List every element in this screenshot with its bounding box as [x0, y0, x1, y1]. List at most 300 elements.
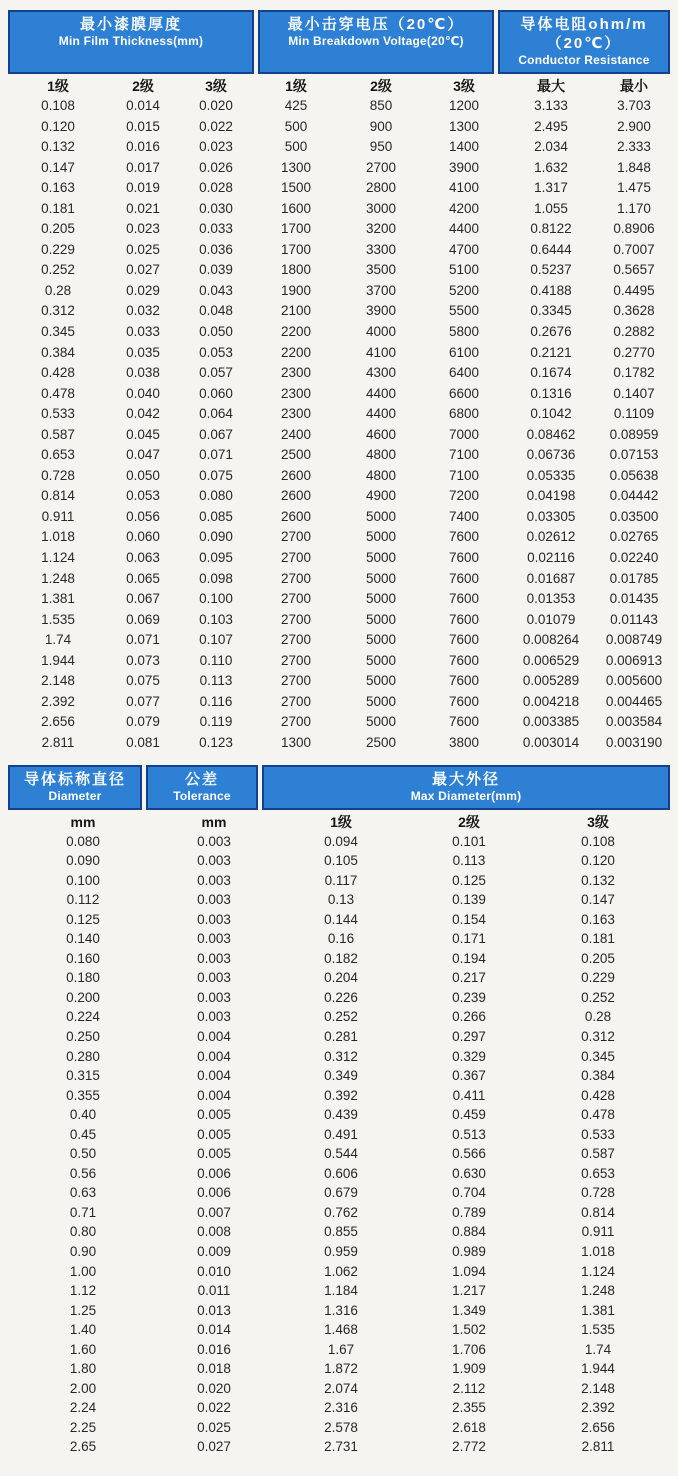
- cell-value: 0.163: [581, 911, 615, 927]
- table-row: [8, 507, 670, 528]
- cell-value: 0.048: [199, 303, 233, 319]
- cell-value: 0.45: [69, 1126, 97, 1142]
- table-row: [8, 832, 670, 852]
- cell-value: 0.015: [126, 118, 160, 134]
- table-row: [8, 733, 670, 754]
- cell-value: 0.004: [197, 1048, 231, 1064]
- column-header: mm: [201, 813, 227, 830]
- header-conductor-resistance: [498, 10, 670, 74]
- cell-value: 0.043: [199, 282, 233, 298]
- cell-value: 0.057: [199, 365, 233, 381]
- cell-value: 7600: [448, 673, 480, 689]
- cell-value: 2500: [280, 447, 312, 463]
- table-row: [8, 343, 670, 364]
- cell-value: 0.094: [324, 833, 358, 849]
- table-row: [8, 425, 670, 446]
- cell-value: 0.02765: [609, 529, 659, 545]
- cell-value: 0.312: [581, 1028, 615, 1044]
- cell-value: 1.12: [69, 1283, 97, 1299]
- cell-value: 2.656: [41, 714, 75, 730]
- table-row: [8, 1086, 670, 1106]
- cell-value: 1.40: [69, 1322, 97, 1338]
- cell-value: 1.909: [452, 1361, 486, 1377]
- cell-value: 0.03305: [526, 508, 576, 524]
- cell-value: 0.117: [324, 872, 358, 888]
- column-header: 1级: [285, 78, 307, 94]
- cell-value: 1800: [280, 262, 312, 278]
- table2-header: [8, 765, 670, 810]
- table-row: [8, 1281, 670, 1301]
- table-row: [8, 96, 670, 117]
- film-voltage-resistance-table: [8, 10, 670, 754]
- cell-value: 0.6444: [530, 241, 572, 257]
- cell-value: 0.004218: [522, 693, 580, 709]
- cell-value: 0.075: [199, 467, 233, 483]
- cell-value: 2.900: [617, 118, 651, 134]
- column-header: 3级: [587, 813, 609, 830]
- table-row: [8, 117, 670, 138]
- cell-value: 0.2676: [530, 324, 572, 340]
- cell-value: 5100: [448, 262, 480, 278]
- cell-value: 5000: [365, 570, 397, 586]
- cell-value: 0.762: [324, 1204, 358, 1220]
- cell-value: 0.04442: [609, 488, 659, 504]
- cell-value: 0.005600: [605, 673, 663, 689]
- table-row: [8, 610, 670, 631]
- cell-value: 0.2770: [613, 344, 655, 360]
- cell-value: 0.204: [324, 970, 358, 986]
- cell-value: 0.101: [452, 833, 486, 849]
- cell-value: 0.132: [581, 872, 615, 888]
- cell-value: 1700: [280, 221, 312, 237]
- cell-value: 2500: [365, 734, 397, 750]
- cell-value: 2200: [280, 324, 312, 340]
- cell-value: 0.016: [197, 1341, 231, 1357]
- table-row: [8, 219, 670, 240]
- header-zh: 公差: [184, 770, 219, 788]
- cell-value: 0.03500: [609, 508, 659, 524]
- cell-value: 0.239: [452, 989, 486, 1005]
- cell-value: 0.147: [41, 159, 75, 175]
- table-row: [8, 322, 670, 343]
- table-row: [8, 1242, 670, 1262]
- cell-value: 0.205: [581, 950, 615, 966]
- cell-value: 0.003: [197, 872, 231, 888]
- cell-value: 0.280: [66, 1048, 100, 1064]
- header-en: Conductor Resistance: [518, 53, 650, 67]
- cell-value: 0.217: [452, 970, 486, 986]
- cell-value: 0.033: [126, 324, 160, 340]
- cell-value: 1.944: [581, 1361, 615, 1377]
- cell-value: 1.706: [452, 1341, 486, 1357]
- cell-value: 0.003385: [522, 714, 580, 730]
- table-row: [8, 445, 670, 466]
- cell-value: 4800: [365, 467, 397, 483]
- cell-value: 1.217: [452, 1283, 486, 1299]
- table-row: [8, 890, 670, 910]
- cell-value: 0.01079: [526, 611, 576, 627]
- cell-value: 0.006: [197, 1165, 231, 1181]
- cell-value: 0.02612: [526, 529, 576, 545]
- cell-value: 2700: [280, 529, 312, 545]
- cell-value: 0.071: [126, 632, 160, 648]
- cell-value: 2600: [280, 488, 312, 504]
- cell-value: 0.355: [66, 1087, 100, 1103]
- table-row: [8, 1320, 670, 1340]
- cell-value: 0.63: [69, 1185, 97, 1201]
- cell-value: 0.004: [197, 1087, 231, 1103]
- table-row: [8, 851, 670, 871]
- cell-value: 2300: [280, 365, 312, 381]
- cell-value: 0.011: [197, 1283, 231, 1299]
- table-row: [8, 1418, 670, 1438]
- cell-value: 0.297: [452, 1028, 486, 1044]
- cell-value: 0.079: [126, 714, 160, 730]
- cell-value: 0.100: [199, 591, 233, 607]
- cell-value: 0.020: [199, 98, 233, 113]
- cell-value: 7000: [448, 426, 480, 442]
- table-row: [8, 1340, 670, 1360]
- table-row: [8, 240, 670, 261]
- cell-value: 1.74: [584, 1341, 612, 1357]
- cell-value: 5000: [365, 693, 397, 709]
- cell-value: 3700: [365, 282, 397, 298]
- cell-value: 2800: [365, 180, 397, 196]
- header-en: Min Film Thickness(mm): [58, 34, 204, 48]
- cell-value: 0.40: [69, 1107, 97, 1123]
- cell-value: 1.502: [452, 1322, 486, 1338]
- cell-value: 0.040: [126, 385, 160, 401]
- cell-value: 0.728: [581, 1185, 615, 1201]
- cell-value: 0.2882: [613, 324, 655, 340]
- cell-value: 0.329: [452, 1048, 486, 1064]
- table-row: [8, 988, 670, 1008]
- cell-value: 0.154: [452, 911, 486, 927]
- cell-value: 0.016: [126, 139, 160, 155]
- cell-value: 0.006: [197, 1185, 231, 1201]
- table-row: [8, 1379, 670, 1399]
- cell-value: 0.180: [66, 970, 100, 986]
- column-header: 2级: [458, 813, 480, 830]
- table-row: [8, 1066, 670, 1086]
- cell-value: 0.544: [324, 1146, 358, 1162]
- cell-value: 1.60: [69, 1341, 97, 1357]
- cell-value: 0.025: [126, 241, 160, 257]
- cell-value: 3.133: [534, 98, 568, 113]
- cell-value: 5000: [365, 550, 397, 566]
- cell-value: 7600: [448, 632, 480, 648]
- cell-value: 0.182: [324, 950, 358, 966]
- cell-value: 2700: [365, 159, 397, 175]
- cell-value: 0.125: [452, 872, 486, 888]
- cell-value: 0.814: [41, 488, 75, 504]
- cell-value: 0.021: [126, 200, 160, 216]
- column-header: 3级: [205, 78, 227, 94]
- cell-value: 4100: [365, 344, 397, 360]
- cell-value: 3.703: [617, 98, 651, 113]
- table-row: [8, 1183, 670, 1203]
- cell-value: 5000: [365, 611, 397, 627]
- cell-value: 0.025: [197, 1419, 231, 1435]
- cell-value: 1.944: [41, 652, 75, 668]
- cell-value: 0.125: [66, 911, 100, 927]
- column-header: 3级: [453, 78, 475, 94]
- cell-value: 0.01687: [526, 570, 576, 586]
- column-header: 1级: [47, 78, 69, 94]
- cell-value: 0.013: [197, 1302, 231, 1318]
- cell-value: 0.098: [199, 570, 233, 586]
- cell-value: 7400: [448, 508, 480, 524]
- cell-value: 1900: [280, 282, 312, 298]
- cell-value: 0.039: [199, 262, 233, 278]
- cell-value: 1300: [280, 734, 312, 750]
- cell-value: 1300: [448, 118, 480, 134]
- cell-value: 0.252: [324, 1009, 358, 1025]
- cell-value: 1400: [448, 139, 480, 155]
- cell-value: 0.200: [66, 989, 100, 1005]
- cell-value: 0.050: [126, 467, 160, 483]
- cell-value: 1200: [448, 98, 480, 113]
- cell-value: 0.071: [199, 447, 233, 463]
- table-row: [8, 1007, 670, 1027]
- header-min-film-thickness: [8, 10, 254, 74]
- cell-value: 0.047: [126, 447, 160, 463]
- table-row: [8, 466, 670, 487]
- cell-value: 5000: [365, 673, 397, 689]
- cell-value: 1700: [280, 241, 312, 257]
- cell-value: 0.139: [452, 892, 486, 908]
- cell-value: 0.989: [452, 1243, 486, 1259]
- cell-value: 950: [369, 139, 393, 155]
- cell-value: 2.392: [581, 1400, 615, 1416]
- table-row: [8, 630, 670, 651]
- cell-value: 7600: [448, 529, 480, 545]
- table-row: [8, 651, 670, 672]
- cell-value: 2300: [280, 406, 312, 422]
- cell-value: 0.003: [197, 833, 231, 849]
- cell-value: 1.632: [534, 159, 568, 175]
- table-row: [8, 1047, 670, 1067]
- cell-value: 0.181: [581, 931, 615, 947]
- table-row: [8, 692, 670, 713]
- column-header: 2级: [132, 78, 154, 94]
- cell-value: 0.005: [197, 1146, 231, 1162]
- cell-value: 0.003: [197, 1009, 231, 1025]
- table-row: [8, 968, 670, 988]
- cell-value: 0.107: [199, 632, 233, 648]
- cell-value: 2.355: [452, 1400, 486, 1416]
- cell-value: 2.731: [324, 1439, 358, 1455]
- column-header: 1级: [330, 813, 352, 830]
- cell-value: 1.018: [41, 529, 75, 545]
- cell-value: 1.00: [69, 1263, 97, 1279]
- cell-value: 0.003: [197, 970, 231, 986]
- cell-value: 0.3628: [613, 303, 655, 319]
- cell-value: 0.4495: [613, 282, 655, 298]
- cell-value: 0.384: [41, 344, 75, 360]
- table1-header: [8, 10, 670, 74]
- cell-value: 4400: [365, 385, 397, 401]
- cell-value: 0.349: [324, 1068, 358, 1084]
- cell-value: 0.105: [324, 853, 358, 869]
- cell-value: 0.884: [452, 1224, 486, 1240]
- cell-value: 3800: [448, 734, 480, 750]
- cell-value: 0.459: [452, 1107, 486, 1123]
- cell-value: 1.248: [581, 1283, 615, 1299]
- cell-value: 4900: [365, 488, 397, 504]
- cell-value: 0.003: [197, 892, 231, 908]
- cell-value: 0.911: [41, 508, 75, 524]
- table-row: [8, 158, 670, 179]
- cell-value: 0.023: [199, 139, 233, 155]
- cell-value: 2.65: [69, 1439, 97, 1455]
- cell-value: 1.67: [327, 1341, 355, 1357]
- cell-value: 0.003: [197, 911, 231, 927]
- cell-value: 0.003: [197, 931, 231, 947]
- cell-value: 0.56: [69, 1165, 97, 1181]
- cell-value: 0.02116: [527, 550, 575, 566]
- cell-value: 0.04198: [526, 488, 576, 504]
- cell-value: 0.533: [581, 1126, 615, 1142]
- cell-value: 0.16: [327, 931, 355, 947]
- cell-value: 500: [284, 118, 308, 134]
- cell-value: 0.392: [324, 1087, 358, 1103]
- cell-value: 2.772: [452, 1439, 486, 1455]
- cell-value: 5000: [365, 714, 397, 730]
- cell-value: 0.01353: [526, 591, 576, 607]
- column-header: mm: [70, 813, 96, 830]
- cell-value: 0.345: [581, 1048, 615, 1064]
- cell-value: 2.811: [581, 1439, 615, 1455]
- cell-value: 0.018: [197, 1361, 231, 1377]
- cell-value: 2700: [280, 652, 312, 668]
- cell-value: 1.124: [41, 550, 75, 566]
- cell-value: 4400: [365, 406, 397, 422]
- cell-value: 2.00: [69, 1380, 97, 1396]
- cell-value: 0.1109: [613, 406, 655, 422]
- cell-value: 0.08959: [609, 426, 659, 442]
- cell-value: 1.848: [617, 159, 651, 175]
- table-row: [8, 1359, 670, 1379]
- cell-value: 0.28: [584, 1009, 612, 1025]
- cell-value: 0.119: [199, 714, 233, 730]
- table-row: [8, 1222, 670, 1242]
- table-row: [8, 671, 670, 692]
- cell-value: 0.005289: [522, 673, 580, 689]
- cell-value: 0.02240: [609, 550, 659, 566]
- cell-value: 0.653: [41, 447, 75, 463]
- cell-value: 7600: [448, 570, 480, 586]
- cell-value: 5000: [365, 632, 397, 648]
- cell-value: 0.07153: [609, 447, 659, 463]
- table-row: [8, 569, 670, 590]
- cell-value: 425: [284, 98, 308, 113]
- cell-value: 2700: [280, 693, 312, 709]
- cell-value: 0.911: [581, 1224, 615, 1240]
- cell-value: 0.010: [197, 1263, 231, 1279]
- cell-value: 0.140: [66, 931, 100, 947]
- cell-value: 0.004: [197, 1028, 231, 1044]
- cell-value: 2.24: [69, 1400, 97, 1416]
- cell-value: 0.1674: [530, 365, 572, 381]
- cell-value: 0.4188: [530, 282, 572, 298]
- table-row: [8, 1144, 670, 1164]
- cell-value: 1300: [280, 159, 312, 175]
- cell-value: 7100: [448, 467, 480, 483]
- cell-value: 2200: [280, 344, 312, 360]
- cell-value: 0.030: [199, 200, 233, 216]
- header-en: Tolerance: [173, 788, 231, 803]
- cell-value: 0.008749: [605, 632, 663, 648]
- cell-value: 0.003: [197, 989, 231, 1005]
- cell-value: 1.055: [534, 200, 568, 216]
- cell-value: 0.679: [324, 1185, 358, 1201]
- cell-value: 0.163: [41, 180, 75, 196]
- cell-value: 0.1407: [613, 385, 655, 401]
- cell-value: 7600: [448, 591, 480, 607]
- cell-value: 0.038: [126, 365, 160, 381]
- cell-value: 0.023: [126, 221, 160, 237]
- cell-value: 1.170: [617, 200, 651, 216]
- cell-value: 0.01435: [609, 591, 659, 607]
- cell-value: 0.069: [126, 611, 160, 627]
- cell-value: 2.316: [324, 1400, 358, 1416]
- cell-value: 7600: [448, 714, 480, 730]
- cell-value: 0.108: [581, 833, 615, 849]
- cell-value: 6400: [448, 365, 480, 381]
- cell-value: 0.056: [126, 508, 160, 524]
- cell-value: 0.50: [69, 1146, 97, 1162]
- cell-value: 0.009: [197, 1243, 231, 1259]
- cell-value: 0.491: [324, 1126, 358, 1142]
- cell-value: 1.062: [324, 1263, 358, 1279]
- cell-value: 0.077: [126, 693, 160, 709]
- cell-value: 850: [369, 98, 393, 113]
- cell-value: 2700: [280, 632, 312, 648]
- table-row: [8, 404, 670, 425]
- cell-value: 0.120: [41, 118, 75, 134]
- cell-value: 7600: [448, 611, 480, 627]
- cell-value: 0.428: [41, 365, 75, 381]
- table2-body: [8, 832, 670, 1458]
- cell-value: 0.067: [126, 591, 160, 607]
- cell-value: 1.535: [41, 611, 75, 627]
- cell-value: 0.266: [452, 1009, 486, 1025]
- cell-value: 2700: [280, 570, 312, 586]
- cell-value: 0.226: [324, 989, 358, 1005]
- cell-value: 0.090: [66, 853, 100, 869]
- cell-value: 0.075: [126, 673, 160, 689]
- cell-value: 0.120: [581, 853, 615, 869]
- cell-value: 7600: [448, 652, 480, 668]
- cell-value: 0.312: [324, 1048, 358, 1064]
- cell-value: 1.018: [581, 1243, 615, 1259]
- cell-value: 1.094: [452, 1263, 486, 1279]
- cell-value: 2.148: [41, 673, 75, 689]
- cell-value: 0.053: [199, 344, 233, 360]
- cell-value: 0.252: [581, 989, 615, 1005]
- cell-value: 0.229: [41, 241, 75, 257]
- cell-value: 4400: [448, 221, 480, 237]
- cell-value: 3000: [365, 200, 397, 216]
- cell-value: 900: [369, 118, 393, 134]
- cell-value: 2.811: [41, 734, 75, 750]
- cell-value: 1.475: [617, 180, 651, 196]
- cell-value: 2600: [280, 508, 312, 524]
- cell-value: 0.008264: [522, 632, 580, 648]
- cell-value: 0.3345: [530, 303, 572, 319]
- cell-value: 0.224: [66, 1009, 100, 1025]
